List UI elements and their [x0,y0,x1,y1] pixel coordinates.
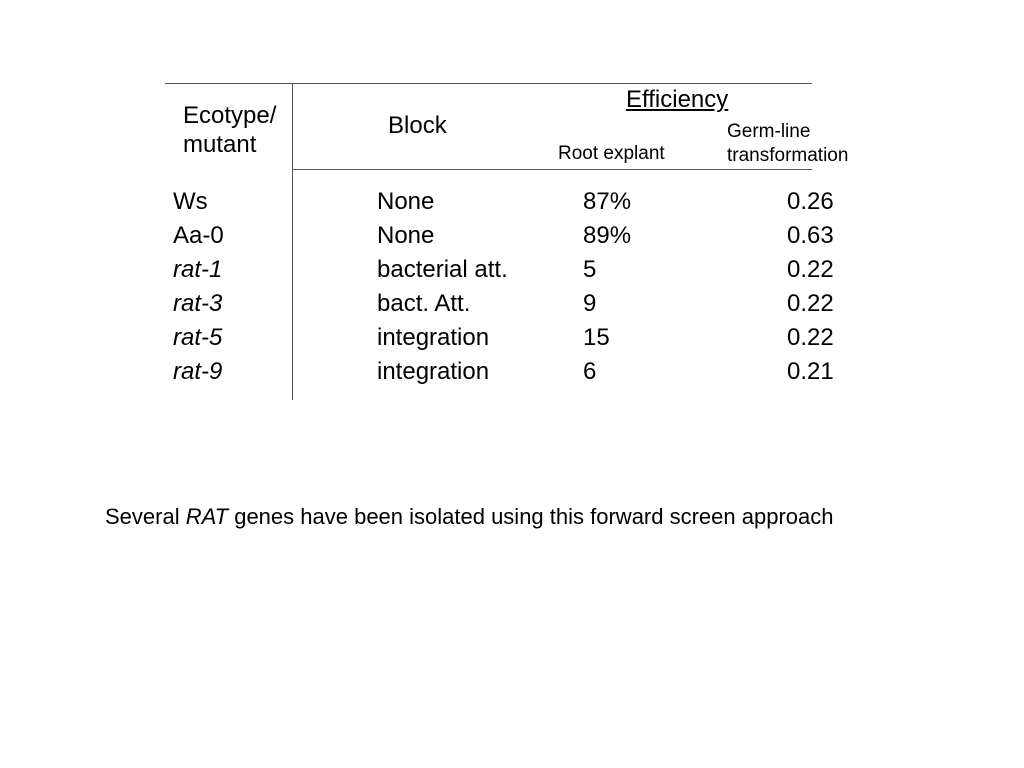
header-germ-line-line1: Germ-line [727,121,811,142]
caption-before: Several [105,504,186,529]
header-germ-line-line2: transformation [727,144,849,166]
cell-block: integration [377,324,490,351]
cell-block: bact. Att. [377,290,471,317]
caption-after: genes have been isolated using this forward screen approach [228,504,834,529]
cell-germ-line: 0.21 [787,358,834,385]
cell-root-explant: 6 [583,358,597,385]
cell-germ-line: 0.22 [787,256,834,283]
cell-root-explant: 15 [583,324,610,351]
cell-germ-line: 0.26 [787,188,834,215]
table-top-rule [165,83,812,84]
cell-block: integration [377,358,490,385]
cell-root-explant: 89% [583,222,632,249]
cell-ecotype: rat-3 [173,290,223,317]
cell-ecotype: rat-5 [173,324,223,351]
header-root-explant: Root explant [558,143,665,164]
cell-ecotype: rat-9 [173,358,223,385]
header-germ-line [727,120,848,168]
cell-root-explant: 87% [583,188,632,215]
cell-germ-line: 0.63 [787,222,834,249]
cell-ecotype: rat-1 [173,256,223,283]
caption-emphasis: RAT [185,504,229,529]
header-ecotype [183,102,276,160]
cell-block: bacterial att. [377,256,508,283]
header-efficiency: Efficiency [626,86,729,113]
table-column-divider [292,84,293,400]
cell-root-explant: 9 [583,290,597,317]
header-block: Block [388,112,447,139]
cell-ecotype: Ws [173,188,208,215]
cell-germ-line: 0.22 [787,324,834,351]
header-ecotype-line2: mutant [183,130,257,158]
cell-block: None [377,188,435,215]
cell-germ-line: 0.22 [787,290,834,317]
efficiency-underline-rule [292,169,812,170]
cell-block: None [377,222,435,249]
slide-caption [105,504,833,530]
cell-ecotype: Aa-0 [173,222,224,249]
header-ecotype-line1: Ecotype/ [183,102,277,129]
cell-root-explant: 5 [583,256,597,283]
